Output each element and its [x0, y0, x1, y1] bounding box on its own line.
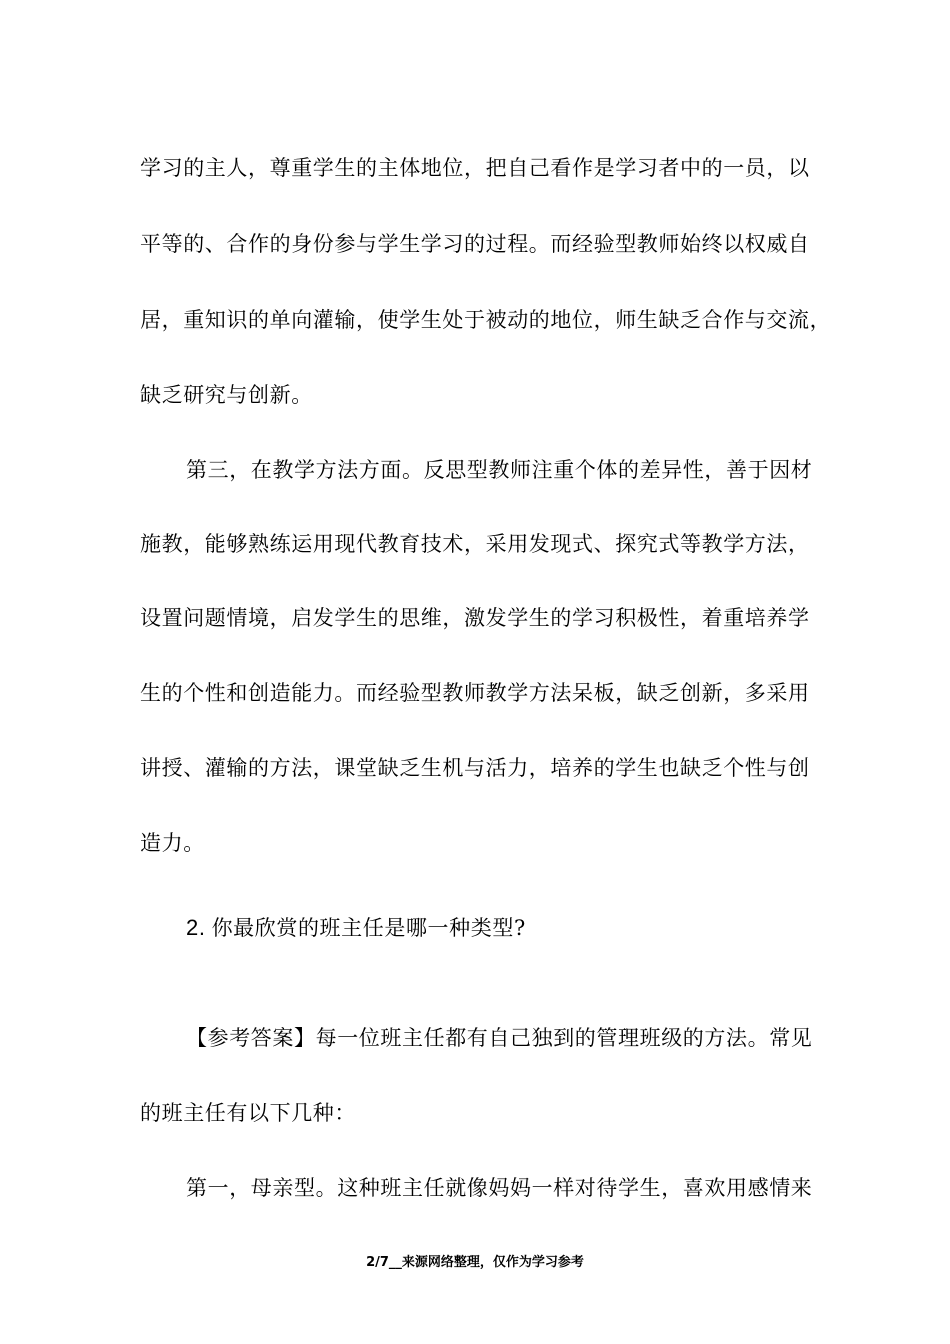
- paragraph-4-line-1: 第一，母亲型。这种班主任就像妈妈一样对待学生，喜欢用感情来: [186, 1176, 813, 1200]
- paragraph-1-line-4: 缺乏研究与创新。: [140, 383, 313, 407]
- paragraph-1-line-3: 居，重知识的单向灌输，使学生处于被动的地位，师生缺乏合作与交流，: [140, 308, 832, 332]
- paragraph-3-line-1: 【参考答案】每一位班主任都有自己独到的管理班级的方法。常见: [186, 1026, 813, 1050]
- page-footer: 2/7__来源网络整理，仅作为学习参考: [366, 1255, 584, 1270]
- paragraph-2-line-2: 施教，能够熟练运用现代教育技术，采用发现式、探究式等教学方法，: [140, 532, 810, 556]
- paragraph-2-line-1: 第三，在教学方法方面。反思型教师注重个体的差异性，善于因材: [186, 458, 813, 482]
- paragraph-2-line-4: 生的个性和创造能力。而经验型教师教学方法呆板，缺乏创新，多采用: [140, 681, 810, 705]
- question-number: 2.: [186, 915, 206, 940]
- question-text: 你最欣赏的班主任是哪一种类型?: [211, 916, 526, 940]
- paragraph-1-line-1: 学习的主人，尊重学生的主体地位，把自己看作是学习者中的一员，以: [140, 156, 810, 180]
- paragraph-2-line-5: 讲授、灌输的方法，课堂缺乏生机与活力，培养的学生也缺乏个性与创: [140, 756, 810, 780]
- paragraph-3-line-2: 的班主任有以下几种：: [140, 1101, 356, 1125]
- paragraph-1-line-2: 平等的、合作的身份参与学生学习的过程。而经验型教师始终以权威自: [140, 232, 810, 256]
- paragraph-2-line-3: 设置问题情境，启发学生的思维，激发学生的学习积极性，着重培养学: [140, 606, 810, 630]
- question-heading: [186, 914, 526, 942]
- paragraph-2-line-6: 造力。: [140, 831, 205, 855]
